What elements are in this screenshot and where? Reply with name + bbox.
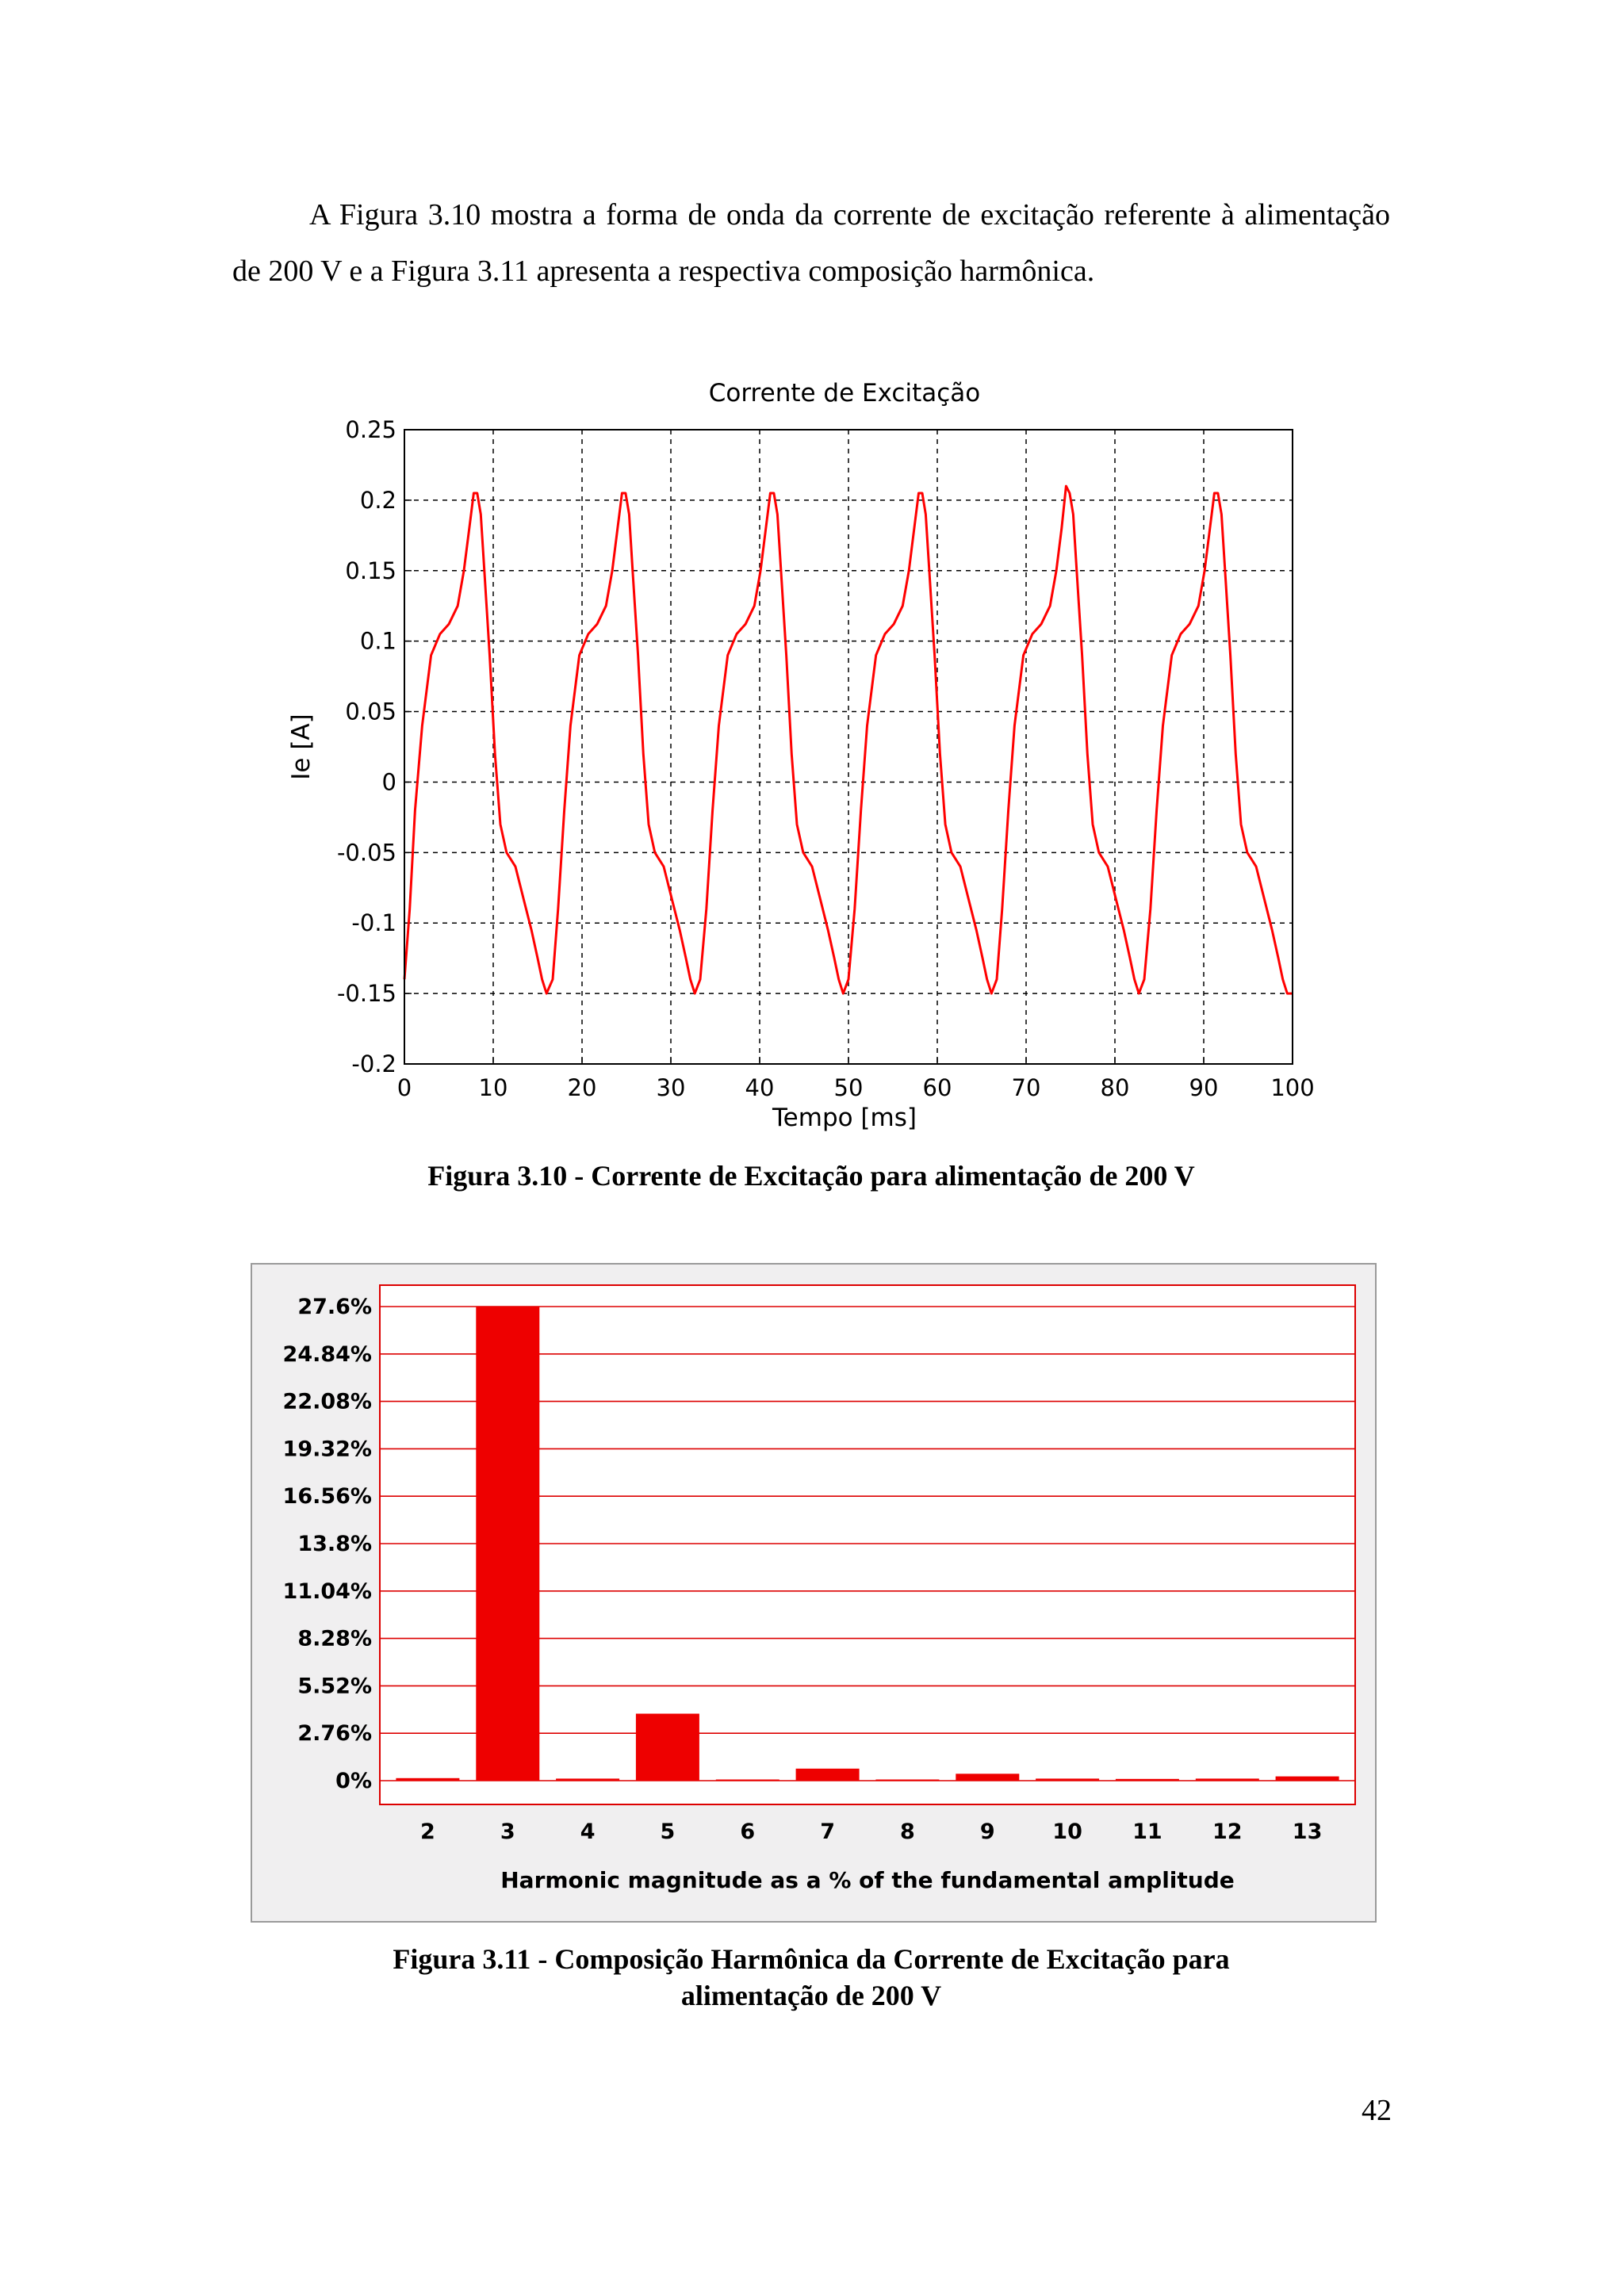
- x-tick-label: 8: [900, 1820, 915, 1844]
- x-tick-label: 80: [1100, 1074, 1130, 1101]
- harmonic-bar: [1116, 1779, 1179, 1781]
- y-tick-label: 2.76%: [297, 1721, 372, 1747]
- y-tick-label: -0.15: [336, 980, 396, 1008]
- y-tick-label: -0.1: [351, 909, 396, 937]
- chart-title: Corrente de Excitação: [708, 379, 981, 408]
- x-tick-label: 50: [833, 1074, 864, 1101]
- y-axis-label: Ie [A]: [287, 714, 316, 780]
- figure-3-10-caption: Figura 3.10 - Corrente de Excitação para alimentação de 200 V: [427, 1160, 1195, 1192]
- y-tick-label: 0.15: [345, 557, 396, 584]
- y-tick-label: 0%: [335, 1769, 372, 1793]
- tick-labels: [337, 416, 1315, 1101]
- y-tick-label: 0.25: [345, 416, 396, 443]
- x-tick-label: 6: [740, 1820, 756, 1844]
- harmonic-bar: [1196, 1778, 1259, 1781]
- harmonic-bar: [636, 1714, 699, 1781]
- x-tick-label: 90: [1189, 1074, 1219, 1101]
- x-tick-label: 10: [1052, 1820, 1082, 1844]
- y-tick-label: 22.08%: [282, 1389, 372, 1414]
- x-tick-label: 100: [1270, 1074, 1315, 1101]
- page-number: 42: [1362, 2094, 1392, 2127]
- y-tick-label: 0.1: [359, 627, 396, 655]
- y-tick-label: 11.04%: [282, 1578, 372, 1604]
- harmonic-bar: [556, 1778, 619, 1781]
- harmonic-bar: [956, 1774, 1019, 1781]
- x-tick-label: 4: [580, 1820, 596, 1844]
- x-tick-label: 3: [500, 1820, 515, 1844]
- caption-line-2: alimentação de 200 V: [680, 1980, 942, 2011]
- x-tick-label: 11: [1132, 1820, 1162, 1844]
- x-tick-label: 70: [1011, 1074, 1041, 1101]
- caption-line-1: Figura 3.11 - Composição Harmônica da Corrente de Excitação para: [393, 1943, 1230, 1975]
- y-tick-label: -0.2: [351, 1050, 396, 1077]
- x-tick-label: 0: [396, 1074, 412, 1101]
- harmonic-composition-chart: [251, 1263, 1377, 1923]
- y-tick-label: 0: [381, 768, 396, 796]
- x-tick-label: 60: [922, 1074, 952, 1101]
- harmonic-bar: [716, 1780, 779, 1781]
- x-tick-label: 10: [478, 1074, 508, 1101]
- y-tick-label: 27.6%: [297, 1295, 372, 1319]
- y-tick-label: 13.8%: [297, 1532, 372, 1556]
- y-tick-label: 0.2: [359, 486, 396, 514]
- y-tick-label: 8.28%: [297, 1626, 372, 1651]
- x-tick-label: 9: [979, 1820, 995, 1844]
- x-axis-label: Tempo [ms]: [772, 1104, 917, 1132]
- x-tick-label: 2: [420, 1820, 435, 1844]
- harmonic-bar: [1036, 1778, 1099, 1781]
- y-tick-label: 0.05: [345, 698, 396, 725]
- figure-3-11-caption: [232, 1941, 1390, 2014]
- x-tick-label: 7: [820, 1820, 835, 1844]
- y-tick-label: 5.52%: [297, 1674, 372, 1699]
- harmonic-bar: [796, 1769, 860, 1781]
- body-paragraph: A Figura 3.10 mostra a forma de onda da corrente de excitação referente à alimentação de 200 V e a Figura 3.11 apresenta a respectiva composição harmônica.: [232, 198, 1390, 288]
- harmonic-bar: [875, 1780, 939, 1781]
- y-tick-label: 24.84%: [282, 1341, 372, 1367]
- y-tick-label: -0.05: [336, 839, 396, 867]
- x-tick-label: 13: [1292, 1820, 1323, 1844]
- y-tick-label: 16.56%: [282, 1484, 372, 1510]
- x-tick-label: 20: [567, 1074, 597, 1101]
- x-axis-label: Harmonic magnitude as a % of the fundamental amplitude: [500, 1867, 1235, 1893]
- x-tick-label: 30: [656, 1074, 686, 1101]
- x-tick-label: 40: [745, 1074, 775, 1101]
- harmonic-bar: [396, 1778, 459, 1781]
- x-tick-label: 12: [1212, 1820, 1243, 1844]
- x-tick-label: 5: [660, 1820, 676, 1844]
- y-tick-label: 19.32%: [282, 1437, 372, 1462]
- excitation-current-chart: [285, 373, 1332, 1150]
- harmonic-bar: [476, 1307, 539, 1781]
- harmonic-bar: [1276, 1777, 1339, 1781]
